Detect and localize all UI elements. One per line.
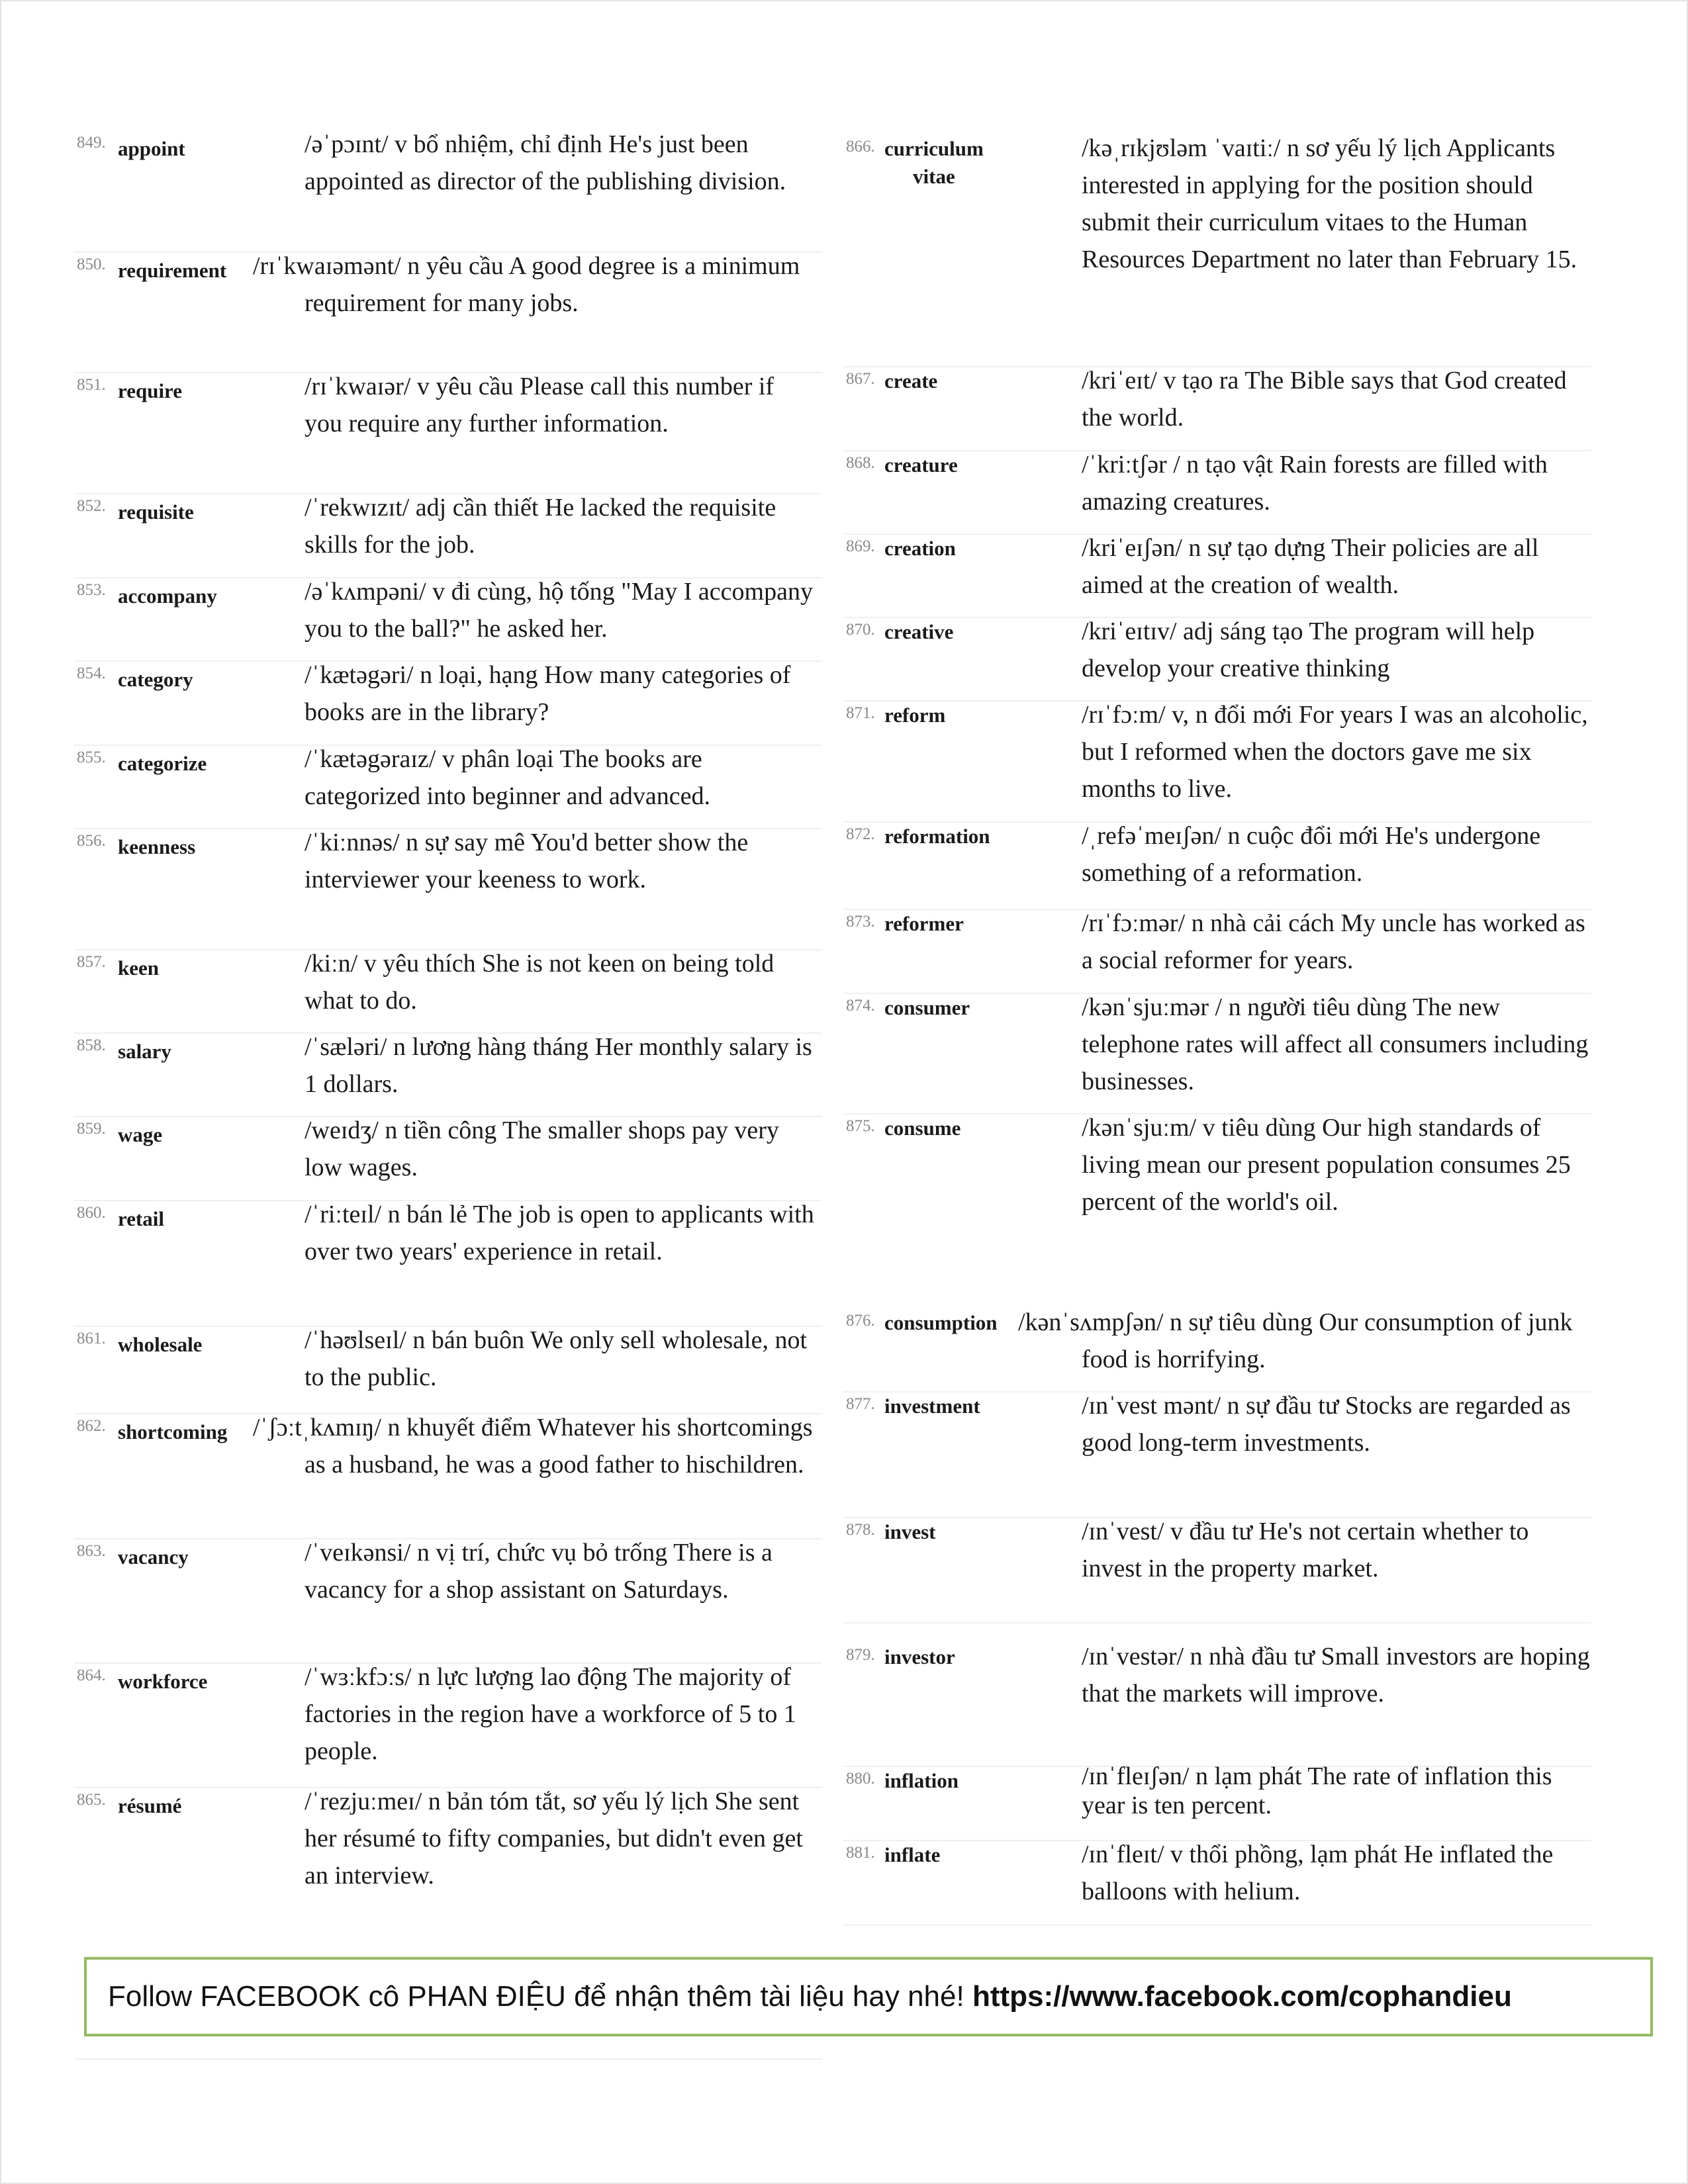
entry-number: 859. [77, 1120, 106, 1138]
entry-number: 873. [846, 913, 875, 931]
entry-word: investment [884, 1394, 980, 1418]
entry-definition: /əˈpɔɪnt/ v bổ nhiệm, chỉ định He's just been appointed as director of the publishing division. [305, 130, 786, 195]
entry-definition: /ˈkiːnnəs/ n sự say mê You'd better show the interviewer your keeness to work. [305, 829, 749, 893]
entry-definition: /ˈkriːtʃər / n tạo vật Rain forests are filled with amazing creatures. [1082, 451, 1548, 516]
entry-number: 858. [77, 1036, 106, 1054]
entry-word: accompany [118, 584, 217, 608]
entry-definition: /ˈhəʊlseɪl/ n bán buôn We only sell wholesale, not to the public. [305, 1326, 808, 1391]
entry-definition: /ˈrezjuːmeɪ/ n bản tóm tắt, sơ yếu lý lịch She sent her résumé to fifty companies, but didn't even get an interview. [305, 1788, 803, 1889]
entry-word: wage [118, 1123, 163, 1146]
entry-number: 849. [77, 134, 106, 152]
entry-definition: /kənˈsjuːm/ v tiêu dùng Our high standards of living mean our present population consumes 25 percent of the world's oil. [1082, 1114, 1571, 1216]
entry-definition: /kənˈsʌmpʃən/ n sự tiêu dùng Our consumption of junk food is horrifying. [1018, 1308, 1573, 1373]
entry-number: 862. [77, 1417, 106, 1435]
entry-definition: /rɪˈfɔːmər/ n nhà cải cách My uncle has worked as a social reformer for years. [1082, 909, 1585, 974]
entry-number: 855. [77, 749, 106, 766]
entry-word: consumption [884, 1311, 998, 1334]
entry-definition: /ˈveɪkənsi/ n vị trí, chức vụ bỏ trống There is a vacancy for a shop assistant on Saturdays. [305, 1539, 773, 1604]
entry-definition: /kriˈeɪt/ v tạo ra The Bible says that God created the world. [1082, 367, 1567, 432]
footer-divider [74, 2058, 822, 2060]
entry-definition: /ɪnˈvest mənt/ n sự đầu tư Stocks are regarded as good long-term investments. [1082, 1392, 1571, 1457]
entry-word: résumé [118, 1794, 182, 1817]
facebook-link[interactable]: https://www.facebook.com/cophandieu [972, 1980, 1512, 2013]
entry-number: 870. [846, 621, 875, 639]
entry-number: 857. [77, 953, 106, 971]
entry-word: investor [884, 1645, 955, 1668]
entry-word: curriculum vitae [884, 137, 984, 188]
entry-word: keenness [118, 835, 196, 858]
entry-number: 880. [846, 1770, 875, 1788]
entry-word: invest [884, 1520, 936, 1543]
entry-definition: /ˈkætəgəraɪz/ v phân loại The books are categorized into beginner and advanced. [305, 745, 710, 810]
entry-number: 879. [846, 1646, 875, 1664]
entry-word: salary [118, 1040, 171, 1063]
entry-number: 852. [77, 497, 106, 515]
entry-word: create [884, 369, 938, 392]
entry-number: 867. [846, 370, 875, 388]
entry-word: creation [884, 537, 956, 560]
entry-divider [843, 1622, 1591, 1623]
entry-word: wholesale [118, 1333, 203, 1356]
entry-number: 865. [77, 1791, 106, 1809]
entry-definition: /ˈʃɔːtˌkʌmɪŋ/ n khuyết điểm Whatever his shortcomings as a husband, he was a good father to hischildren. [253, 1414, 813, 1479]
entry-number: 876. [846, 1312, 875, 1330]
entry-number: 878. [846, 1521, 875, 1539]
entry-definition: /ɪnˈvest/ v đầu tư He's not certain whether to invest in the property market. [1082, 1518, 1529, 1582]
entry-word: reformation [884, 825, 990, 848]
entry-number: 850. [77, 255, 106, 273]
entry-word: workforce [118, 1670, 208, 1693]
entry-number: 875. [846, 1117, 875, 1135]
entry-number: 851. [77, 376, 106, 394]
entry-definition: /rɪˈkwaɪər/ v yêu cầu Please call this number if you require any further information. [305, 373, 774, 437]
entry-definition: /kriˈeɪtɪv/ adj sáng tạo The program will help develop your creative thinking [1082, 617, 1535, 682]
entry-definition: /ɪnˈfleɪʃən/ n lạm phát The rate of inflation this year is ten percent. [1082, 1762, 1552, 1819]
entry-word: reformer [884, 912, 964, 935]
entry-definition: /ˈwɜːkfɔːs/ n lực lượng lao động The majority of factories in the region have a workforce of 5 to 1 people. [305, 1663, 796, 1765]
entry-definition: /kiːn/ v yêu thích She is not keen on being told what to do. [305, 950, 774, 1015]
entry-definition: /ˈrekwɪzɪt/ adj cần thiết He lacked the requisite skills for the job. [305, 494, 776, 559]
entry-definition: /rɪˈfɔːm/ v, n đổi mới For years I was an alcoholic, but I reformed when the doctors gave me six months to live. [1082, 701, 1588, 803]
entry-number: 872. [846, 825, 875, 843]
entry-word: require [118, 379, 183, 402]
entry-definition: /weɪdʒ/ n tiền công The smaller shops pay very low wages. [305, 1116, 779, 1181]
entry-number: 856. [77, 832, 106, 850]
entry-word: keen [118, 956, 159, 979]
entry-word: retail [118, 1207, 165, 1230]
entry-definition: /ˈsæləri/ n lương hàng tháng Her monthly salary is 1 dollars. [305, 1033, 812, 1098]
entry-definition: /kriˈeɪʃən/ n sự tạo dựng Their policies are all aimed at the creation of wealth. [1082, 534, 1539, 599]
entry-definition: /əˈkʌmpəni/ v đi cùng, hộ tống "May I accompany you to the ball?" he asked her. [305, 578, 813, 643]
entry-number: 861. [77, 1330, 106, 1347]
entry-word: inflation [884, 1769, 959, 1792]
entry-number: 853. [77, 581, 106, 599]
entry-number: 874. [846, 997, 875, 1015]
entry-word: requisite [118, 500, 194, 523]
entry-word: shortcoming [118, 1420, 228, 1443]
entry-number: 871. [846, 704, 875, 722]
entry-definition: /kəˌrɪkjʊləm ˈvaɪtiː/ n sơ yếu lý lịch Applicants interested in applying for the position should submit their curriculum vitaes to the Human Resources Department no later than February 15. [1082, 134, 1577, 273]
entry-number: 868. [846, 454, 875, 472]
entry-definition: /rɪˈkwaɪəmənt/ n yêu cầu A good degree is a minimum requirement for many jobs. [253, 252, 800, 317]
entry-definition: /ˈkætəgəri/ n loại, hạng How many categories of books are in the library? [305, 661, 791, 726]
entry-definition: /ɪnˈfleɪt/ v thổi phồng, lạm phát He inflated the balloons with helium. [1082, 1841, 1554, 1905]
entry-word: consume [884, 1116, 961, 1140]
follow-text: Follow FACEBOOK cô PHAN ĐIỆU để nhận thêm tài liệu hay nhé! [108, 1980, 972, 2013]
entry-number: 866. [846, 138, 875, 156]
entry-word: category [118, 668, 193, 691]
entry-number: 860. [77, 1204, 106, 1222]
entry-number: 869. [846, 537, 875, 555]
entry-word: inflate [884, 1843, 941, 1866]
entry-word: reform [884, 704, 946, 727]
entry-word: consumer [884, 996, 970, 1019]
entry-word: requirement [118, 259, 227, 282]
entry-definition: /ɪnˈvestər/ n nhà đầu tư Small investors are hoping that the markets will improve. [1082, 1643, 1590, 1707]
entry-number: 854. [77, 664, 106, 682]
entry-word: creature [884, 453, 958, 477]
entry-number: 877. [846, 1395, 875, 1413]
entry-number: 863. [77, 1542, 106, 1560]
entry-word: categorize [118, 752, 207, 775]
entry-word: appoint [118, 137, 185, 160]
entry-definition: /ˈriːteɪl/ n bán lẻ The job is open to applicants with over two years' experience in retail. [305, 1201, 814, 1265]
entry-number: 864. [77, 1666, 106, 1684]
entry-definition: /ˌrefəˈmeɪʃən/ n cuộc đổi mới He's undergone something of a reformation. [1082, 822, 1541, 887]
entry-definition: /kənˈsjuːmər / n người tiêu dùng The new telephone rates will affect all consumers including businesses. [1082, 993, 1589, 1095]
entry-word: vacancy [118, 1545, 189, 1569]
entry-word: creative [884, 620, 954, 643]
facebook-follow-banner [84, 1957, 1653, 2036]
entry-number: 881. [846, 1844, 875, 1862]
entry-divider [843, 1925, 1591, 1926]
